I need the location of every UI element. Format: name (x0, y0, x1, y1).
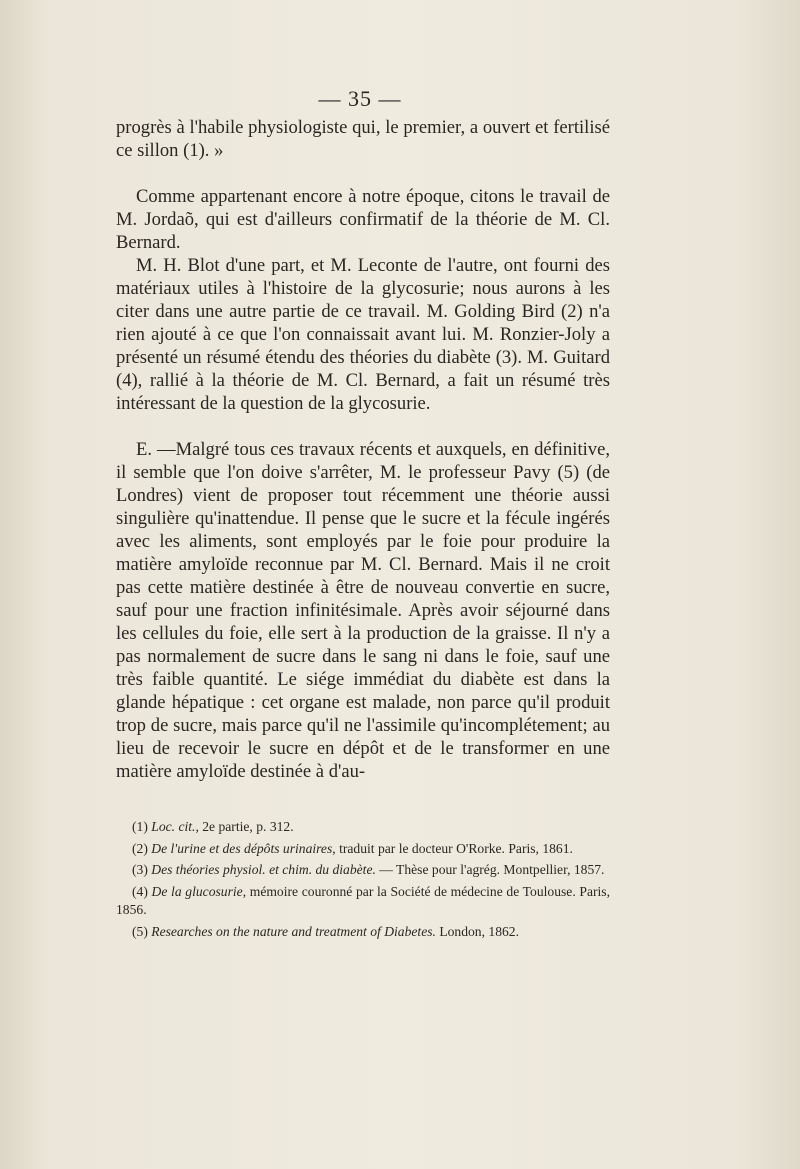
footnote (116, 840, 610, 859)
footnote (116, 818, 610, 837)
paragraph: M. H. Blot d'une part, et M. Leconte de l'autre, ont fourni des matériaux utiles à l'histoire de la glycosurie; nous aurons à les citer dans une autre partie de ce travail. M. Golding Bird (2) n'a rien ajouté à ce que l'on connaissait avant lui. M. Ronzier-Joly a présenté un résumé étendu des théories du diabète (3). M. Guitard (4), rallié à la théorie de M. Cl. Bernard, a fait un résumé très intéressant de la question de la glycosurie. (116, 255, 610, 414)
footnote-title: De l'urine et des dépôts urinaires (151, 840, 333, 856)
footnote-text: — Thèse pour l'agrég. Montpellier, 1857. (375, 862, 605, 878)
footnote-text: , 2e partie, p. 312. (195, 819, 294, 834)
footnote-number: (3) (132, 862, 148, 878)
footnote-title: Des théories physiol. et chim. du diabète. (151, 862, 376, 878)
paragraph: progrès à l'habile physiologiste qui, le premier, a ouvert et fertilisé ce sillon (1). » (116, 117, 610, 161)
footnote-title: Loc. cit. (151, 819, 196, 834)
paragraph: Comme appartenant encore à notre époque, citons le travail de M. Jordaõ, qui est d'ailleurs confirmatif de la théorie de M. Cl. Bernard. (116, 186, 610, 253)
footnote-text: , mémoire couronné par la Société de médecine de Toulouse. Paris, 1856. (116, 883, 610, 918)
footnote-title: De la glucosurie (151, 883, 243, 899)
body-text (116, 116, 610, 783)
footnote-number: (5) (132, 923, 148, 939)
paragraph: E. —Malgré tous ces travaux récents et auxquels, en définitive, il semble que l'on doive s'arrêter, M. le professeur Pavy (5) (de Londres) vient de proposer tout récemment une théorie aussi singulière qu'inattendue. Il pense que le sucre et la fécule ingérés avec les aliments, sont employés par le foie pour produire la matière amyloïde reconnue par M. Cl. Bernard. Mais il ne croit pas cette matière destinée à être de nouveau convertie en sucre, sauf pour une fraction infinitésimale. Après avoir séjourné dans les cellules du foie, elle sert à la production de la graisse. Il n'y a pas normalement de sucre dans le sang ni dans le foie, sauf une très faible quantité. Le siége immédiat du diabète est dans la glande hépatique : cet organe est malade, non parce qu'il produit trop de sucre, mais parce qu'il ne l'assimile qu'incomplétement; au lieu de recevoir le sucre en dépôt et de le transformer en une matière amyloïde destinée à d'au- (116, 439, 610, 782)
footnote-text: , traduit par le docteur O'Rorke. Paris, 1861. (332, 840, 573, 856)
footnote-number: (2) (132, 840, 148, 856)
page-number: — 35 — (318, 86, 402, 111)
footnote-title: Researches on the nature and treatment of Diabetes. (151, 923, 436, 939)
footnote (116, 923, 610, 942)
footnote-number: (4) (132, 883, 148, 899)
footnote (116, 861, 610, 880)
footnotes (116, 818, 610, 945)
footnote (116, 883, 610, 920)
footnote-text: London, 1862. (435, 923, 519, 939)
footnote-number: (1) (132, 819, 148, 834)
